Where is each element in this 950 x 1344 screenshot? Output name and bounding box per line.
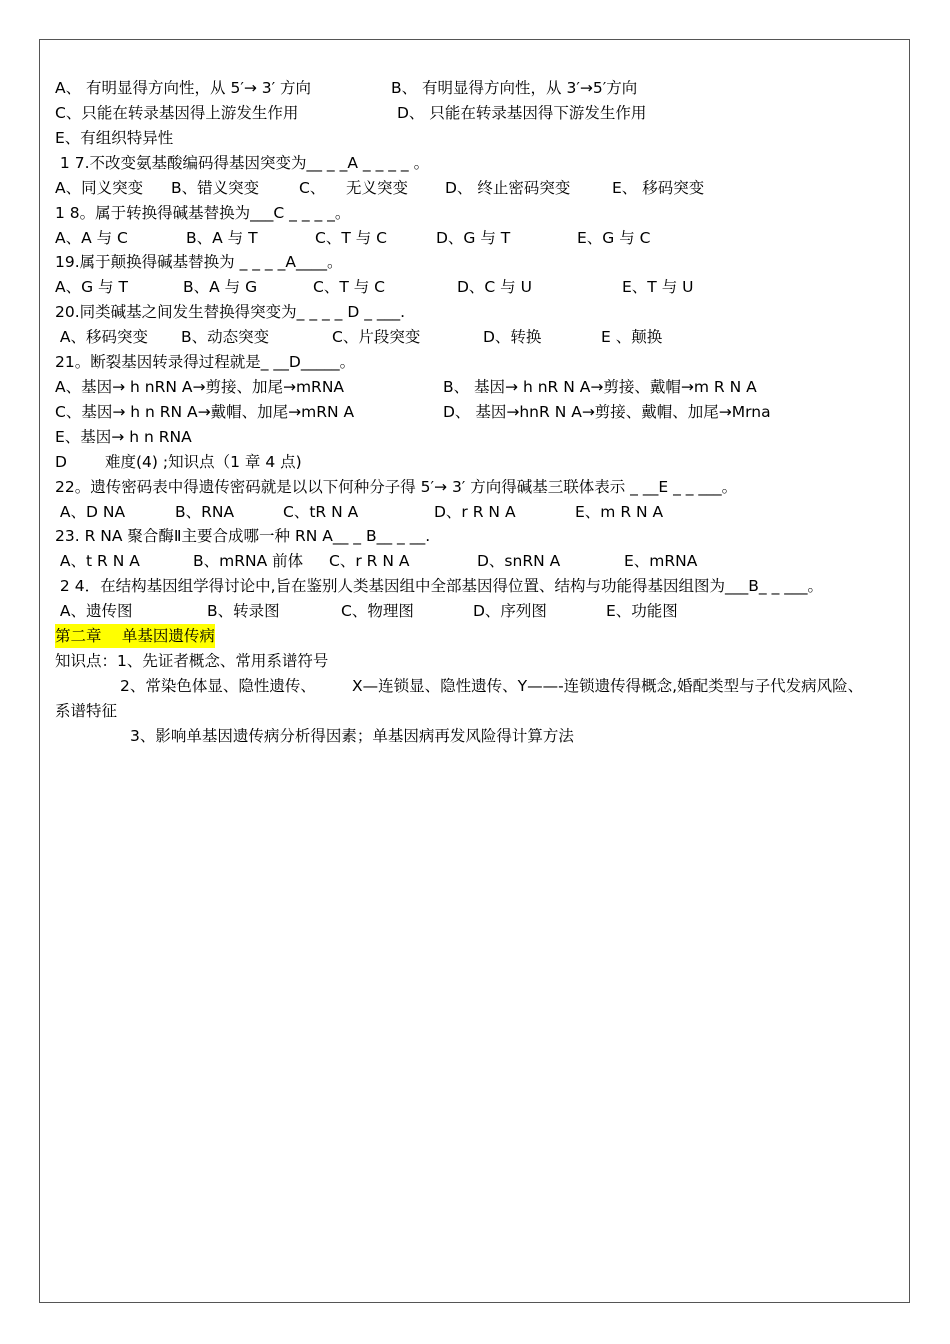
question-18 [55,201,351,225]
option-b: B、A 与 G [183,278,258,296]
option-d: D、r R N A [434,503,516,521]
options-22 [55,500,664,524]
option-c-text: 无义突变 [346,179,409,197]
option-b: B、动态突变 [181,328,270,346]
option-d: D、 终止密码突变 [445,179,571,197]
question-22 [55,475,738,499]
option-a: A、基因→ h nRN A→剪接、加尾→mRNA [55,378,345,396]
option-b: B、RNA [175,503,235,521]
question-text: 19.属于颠换得碱基替换为 _ _ _ _A____。 [55,253,343,271]
option-d: D、序列图 [473,602,547,620]
knowledge-points-2-wrap [55,699,118,723]
option-e: E、mRNA [624,552,698,570]
option-line-16-ab [55,76,638,100]
knowledge-points-2 [55,674,864,698]
question-text: 2 4．在结构基因组学得讨论中,旨在鉴别人类基因组中全部基因得位置、结构与功能得基因组图为___B_ _ ___。 [55,577,823,595]
option-a: A、A 与 C [55,229,128,247]
option-c: C、r R N A [329,552,410,570]
option-a: A、t R N A [55,552,140,570]
options-24 [55,599,678,623]
options-21-cd [55,400,771,424]
option-d: D、转换 [483,328,542,346]
question-text: 23. R NA 聚合酶Ⅱ主要合成哪一种 RN A__ _ B__ _ __. [55,527,431,545]
chapter-title: 第二章 单基因遗传病 [55,624,215,648]
option-a: A、移码突变 [55,328,149,346]
options-21-ab [55,375,757,399]
option-b: B、mRNA 前体 [193,552,304,570]
question-text: 1 7.不改变氨基酸编码得基因突变为__ _ _A _ _ _ _ 。 [55,154,430,172]
option-d: D、G 与 T [436,229,511,247]
option-e: E、基因→ h n RNA [55,428,192,446]
option-c-label: C、 [299,179,326,197]
knowledge-point-text-cont: X—连锁显、隐性遗传、Y——-连锁遗传得概念,婚配类型与子代发病风险、 [352,677,864,695]
option-d: D、 基因→hnR N A→剪接、戴帽、加尾→Mrna [443,403,771,421]
option-c: C、物理图 [341,602,414,620]
question-23 [55,524,431,548]
question-text: 1 8。属于转换得碱基替换为___C _ _ _ _。 [55,204,351,222]
question-17 [55,151,430,175]
option-c: C、片段突变 [332,328,421,346]
question-24 [55,574,823,598]
option-e: E 、颠换 [601,328,663,346]
option-b: B、 有明显得方向性，从 3′→5′方向 [391,79,638,97]
option-c: C、基因→ h n RN A→戴帽、加尾→mRN A [55,403,355,421]
question-text: 22。遗传密码表中得遗传密码就是以以下何种分子得 5′→ 3′ 方向得碱基三联体表示 _ __E _ _ ___。 [55,478,738,496]
options-20 [55,325,663,349]
knowledge-point-text: 知识点：1、先证者概念、常用系谱符号 [55,652,329,670]
option-line-16-cd [55,101,647,125]
option-c: C、只能在转录基因得上游发生作用 [55,104,299,122]
question-text: 21。断裂基因转录得过程就是_ __D_____。 [55,353,356,371]
options-17 [55,176,705,200]
option-a: A、同义突变 [55,179,144,197]
options-18 [55,226,651,250]
option-line-16-e [55,126,174,150]
question-19 [55,250,343,274]
knowledge-point-text: 系谱特征 [55,702,118,720]
question-21 [55,350,356,374]
option-d: D、 只能在转录基因得下游发生作用 [397,104,647,122]
knowledge-points-3 [55,724,574,748]
option-b: B、A 与 T [186,229,258,247]
option-b: B、错义突变 [171,179,260,197]
chapter-heading [55,624,215,648]
option-e: E、 移码突变 [612,179,705,197]
knowledge-point-text: 2、常染色体显、隐性遗传、 [120,677,316,695]
knowledge-points-1 [55,649,329,673]
option-d: D、C 与 U [457,278,532,296]
option-e: E、m R N A [575,503,664,521]
option-a: A、D NA [55,503,126,521]
option-a: A、G 与 T [55,278,128,296]
option-c: C、T 与 C [313,278,385,296]
options-19 [55,275,694,299]
option-c: C、tR N A [283,503,359,521]
difficulty-note: 难度(4) ;知识点（1 章 4 点) [105,453,302,471]
option-a: A、遗传图 [55,602,133,620]
answer-note [55,450,302,474]
knowledge-point-text: 3、影响单基因遗传病分析得因素；单基因病再发风险得计算方法 [130,727,574,745]
answer-letter: D [55,453,67,471]
question-text: 20.同类碱基之间发生替换得突变为_ _ _ _ D _ ___. [55,303,406,321]
option-a: A、 有明显得方向性，从 5′→ 3′ 方向 [55,79,312,97]
option-c: C、T 与 C [315,229,387,247]
option-b: B、转录图 [207,602,280,620]
options-23 [55,549,698,573]
option-b: B、 基因→ h nR N A→剪接、戴帽→m R N A [443,378,757,396]
option-d: D、snRN A [477,552,561,570]
question-20 [55,300,406,324]
options-21-e [55,425,192,449]
option-e: E、有组织特异性 [55,129,174,147]
option-e: E、T 与 U [622,278,694,296]
option-e: E、G 与 C [577,229,651,247]
option-e: E、功能图 [606,602,678,620]
